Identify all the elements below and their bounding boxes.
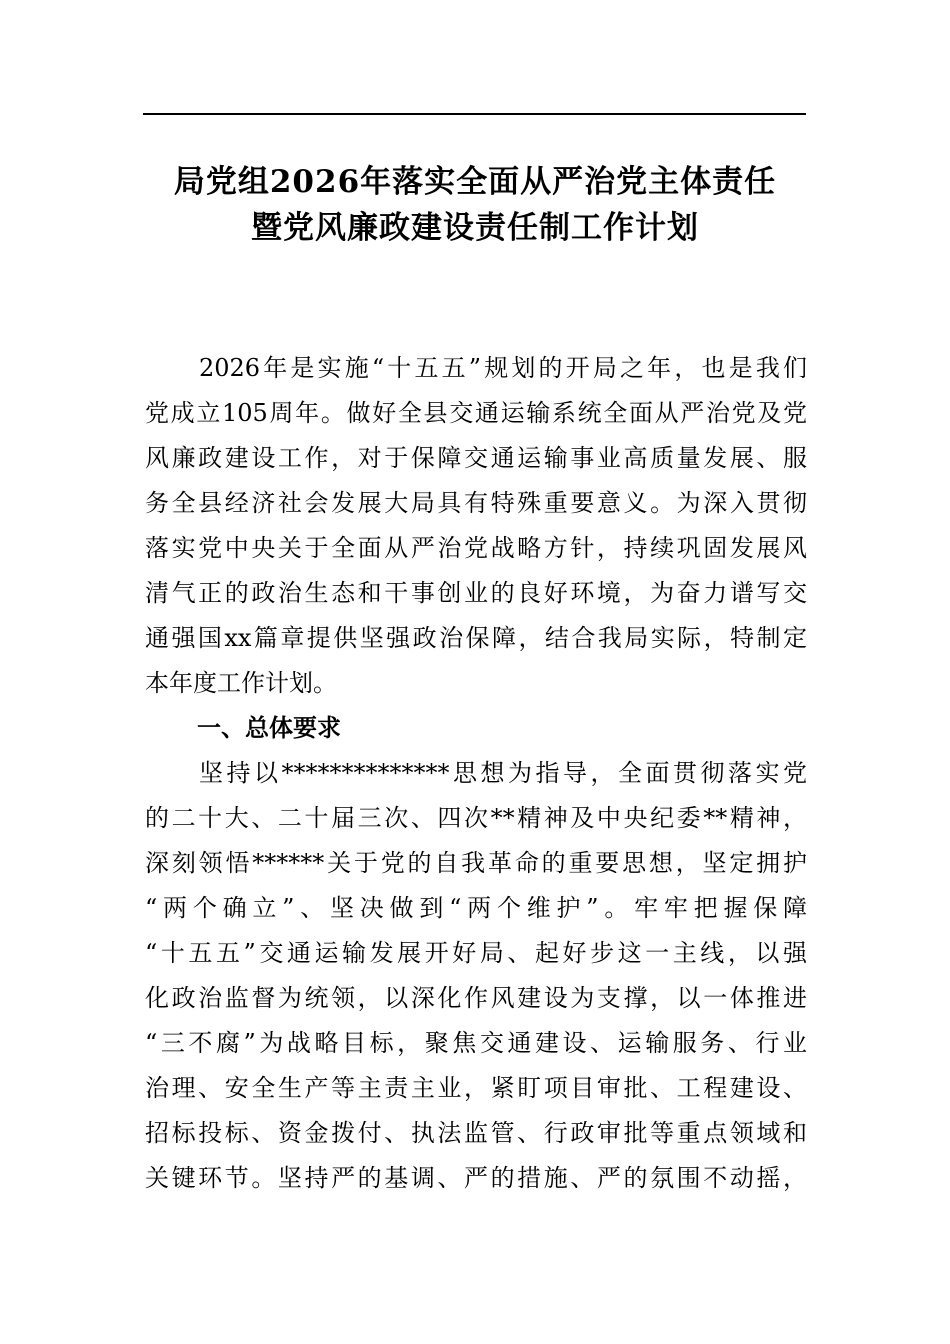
paragraph-intro bbox=[145, 346, 807, 706]
document-body bbox=[145, 346, 807, 1201]
text-line: 招标投标、资金拨付、执法监管、行政审批等重点领域和 bbox=[145, 1119, 807, 1147]
text-line: 化政治监督为统领，以深化作风建设为支撑，以一体推进 bbox=[145, 984, 807, 1012]
text-line: 治理、安全生产等主责主业，紧盯项目审批、工程建设、 bbox=[145, 1074, 807, 1102]
text-line: 务全县经济社会发展大局具有特殊重要意义。为深入贯彻 bbox=[145, 489, 807, 517]
text-line: 风廉政建设工作，对于保障交通运输事业高质量发展、服 bbox=[145, 444, 807, 472]
text-line: 的二十大、二十届三次、四次**精神及中央纪委**精神， bbox=[145, 804, 807, 832]
header-rule bbox=[143, 113, 806, 115]
document-title-line-2: 暨党风廉政建设责任制工作计划 bbox=[251, 210, 699, 246]
text-line: 党成立105周年。做好全县交通运输系统全面从严治党及党 bbox=[145, 399, 807, 427]
text-line: 落实党中央关于全面从严治党战略方针，持续巩固发展风 bbox=[145, 534, 807, 562]
paragraph-general-requirements bbox=[145, 751, 807, 1201]
text-line: 深刻领悟******关于党的自我革命的重要思想，坚定拥护 bbox=[145, 849, 807, 877]
text-line: “三不腐”为战略目标，聚焦交通建设、运输服务、行业 bbox=[145, 1029, 807, 1057]
text-line: 本年度工作计划。 bbox=[145, 669, 337, 697]
text-line: “两个确立”、坚决做到“两个维护”。牢牢把握保障 bbox=[145, 894, 807, 922]
text-line: 通强国xx篇章提供坚强政治保障，结合我局实际，特制定 bbox=[145, 624, 807, 652]
section-heading: 一、总体要求 bbox=[197, 714, 341, 742]
document-title-line-1: 局党组2026年落实全面从严治党主体责任 bbox=[173, 164, 777, 200]
text-line: “十五五”交通运输发展开好局、起好步这一主线，以强 bbox=[145, 939, 807, 967]
text-line: 关键环节。坚持严的基调、严的措施、严的氛围不动摇， bbox=[145, 1164, 807, 1192]
text-line: 清气正的政治生态和干事创业的良好环境，为奋力谱写交 bbox=[145, 579, 807, 607]
text-line: 2026年是实施“十五五”规划的开局之年，也是我们 bbox=[199, 354, 807, 382]
text-line: 坚持以**************思想为指导，全面贯彻落实党 bbox=[199, 759, 807, 787]
